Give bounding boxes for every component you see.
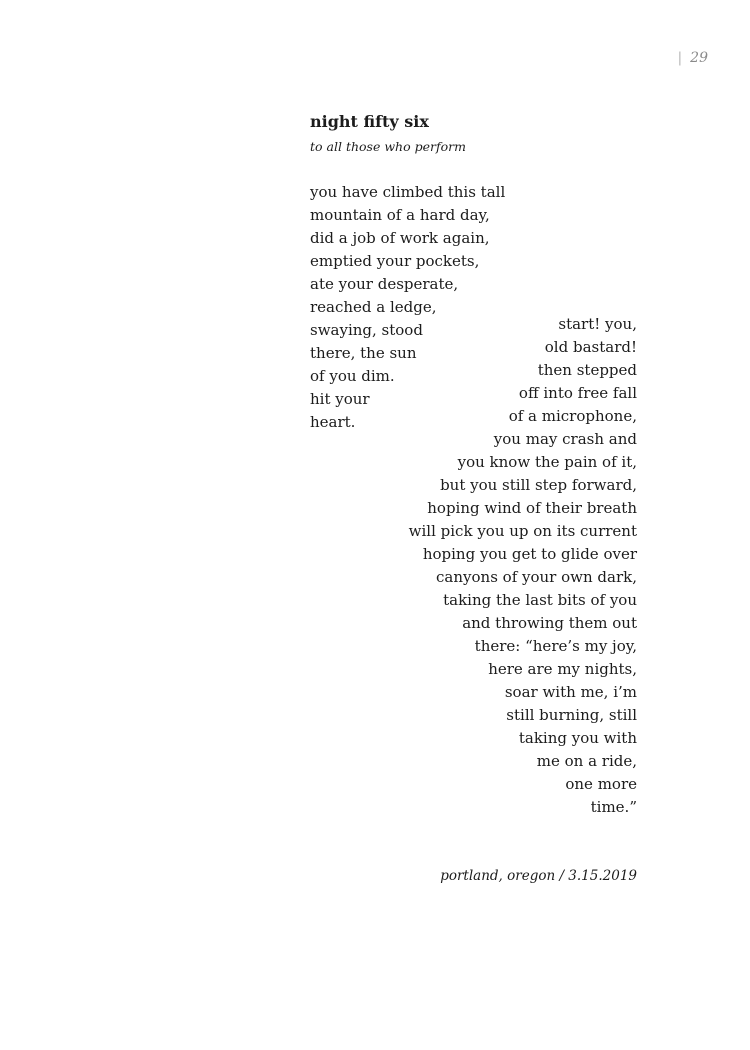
poem-line: then stepped [537, 361, 637, 379]
poem-line: still burning, still [506, 706, 637, 724]
poem-line: canyons of your own dark, [436, 568, 637, 586]
poem-line: did a job of work again, [310, 229, 490, 247]
page-number [677, 50, 708, 66]
poem-title: night fifty six [310, 112, 429, 131]
poem-line: soar with me, i’m [504, 683, 637, 701]
poem-line: swaying, stood [310, 321, 423, 339]
poem-line: but you still step forward, [440, 476, 637, 494]
poem-line: reached a ledge, [310, 298, 437, 316]
poem-line: hit your [310, 390, 370, 408]
poem-line: me on a ride, [536, 752, 637, 770]
page-number-separator: | [677, 50, 683, 66]
poem-line: you have climbed this tall [310, 183, 506, 201]
poem-line: will pick you up on its current [408, 522, 637, 540]
poem-line: ate your desperate, [310, 275, 459, 293]
poem-line: off into free fall [518, 384, 637, 402]
poem-line: here are my nights, [488, 660, 637, 678]
poem-signature: portland, oregon / 3.15.2019 [440, 868, 637, 884]
poem-dedication: to all those who perform [310, 139, 466, 154]
poem-line: heart. [310, 413, 356, 431]
poem-line: start! you, [558, 315, 637, 333]
poem-line: mountain of a hard day, [310, 206, 490, 224]
poem-line: you may crash and [493, 430, 637, 448]
poem-line: there: “here’s my joy, [474, 637, 637, 655]
poem-line: of you dim. [310, 367, 395, 385]
poem-line: taking you with [518, 729, 637, 747]
poem-line: hoping wind of their breath [427, 499, 637, 517]
poem-line: time.” [590, 798, 637, 816]
poem-stanza-right [409, 313, 637, 819]
poem-line: you know the pain of it, [457, 453, 637, 471]
poem-line: emptied your pockets, [310, 252, 480, 270]
poem-line: hoping you get to glide over [422, 545, 637, 563]
page-number-value: 29 [690, 50, 708, 66]
poem-line: old bastard! [544, 338, 637, 356]
poem-line: and throwing them out [462, 614, 637, 632]
poem-line: one more [565, 775, 637, 793]
poem-line: of a microphone, [508, 407, 637, 425]
poem-line: taking the last bits of you [443, 591, 637, 609]
poem-line: there, the sun [310, 344, 417, 362]
